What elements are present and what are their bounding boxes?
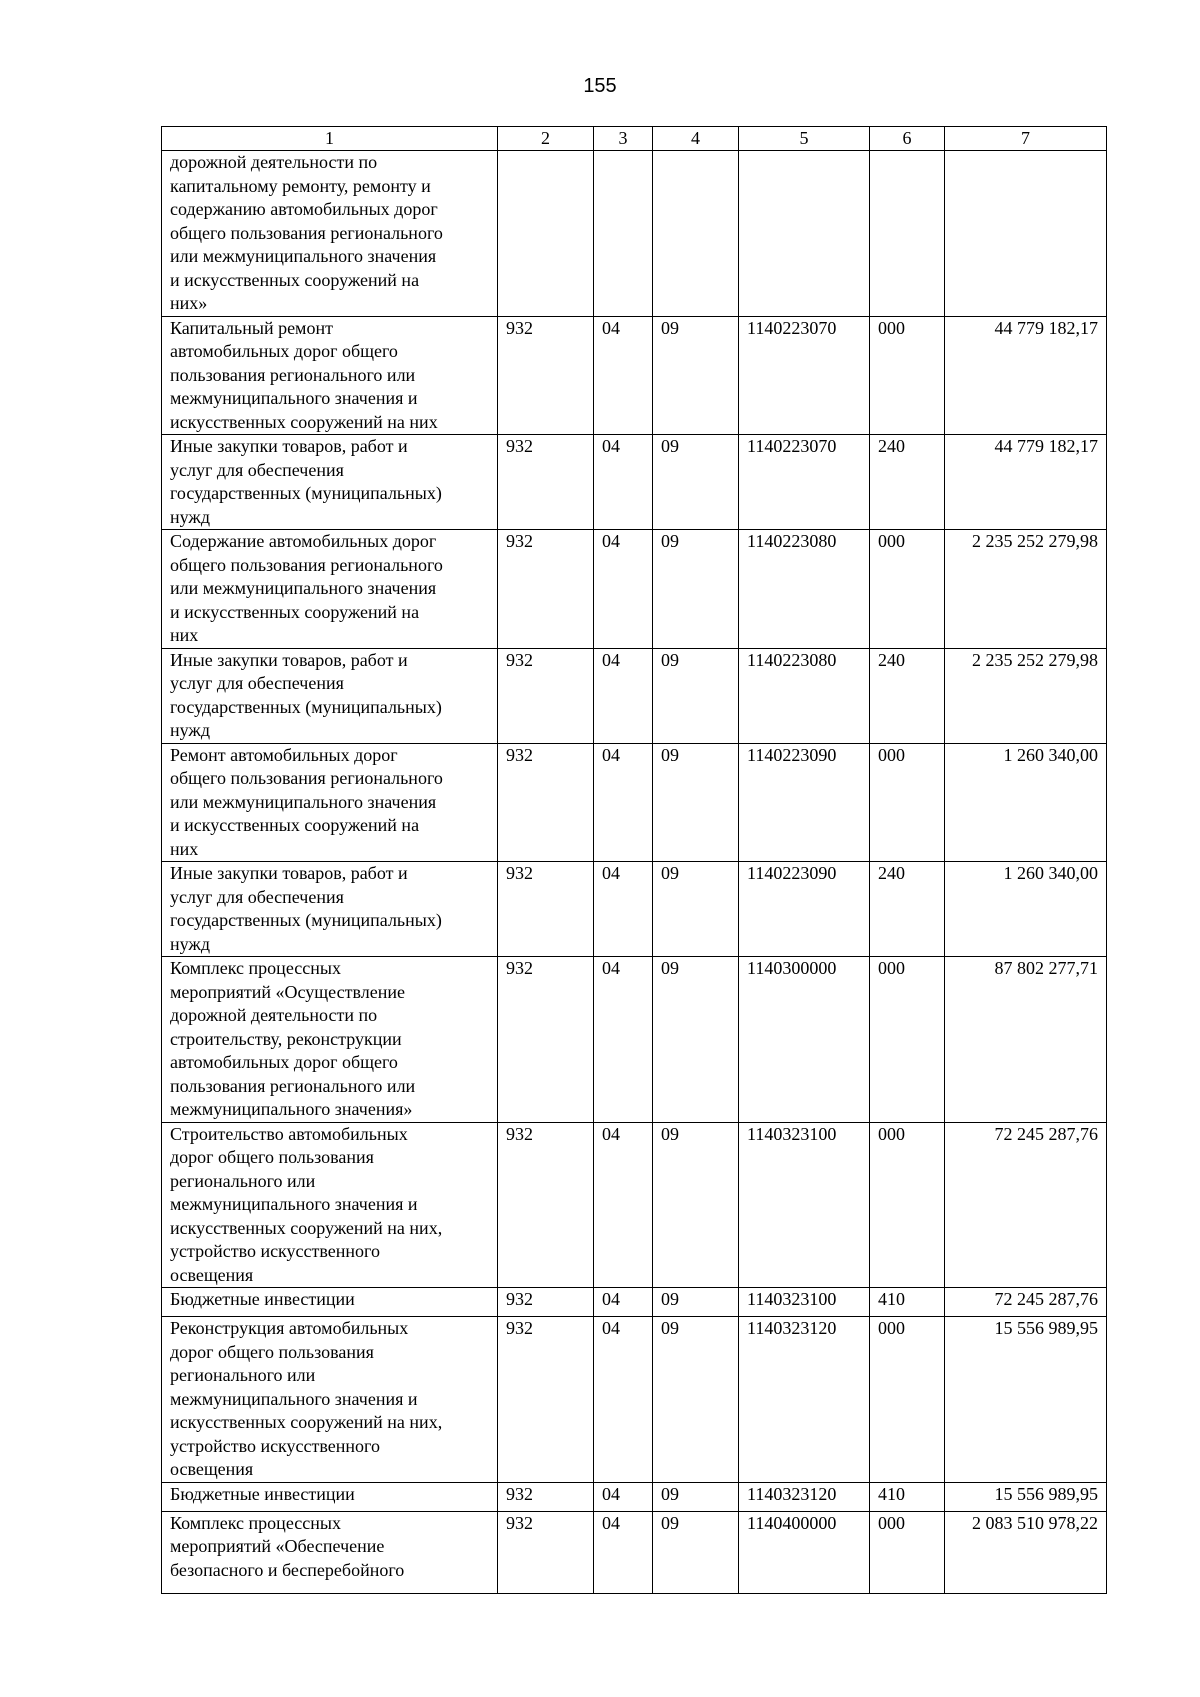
cell-target-article-code: 1140223080 xyxy=(739,648,870,743)
cell-expense-type-code: 000 xyxy=(870,1511,945,1593)
cell-item-name xyxy=(162,1317,498,1483)
cell-section-code: 04 xyxy=(594,1122,653,1288)
table-row xyxy=(162,151,1107,317)
cell-expense-type-code: 000 xyxy=(870,1317,945,1483)
cell-department-code: 932 xyxy=(498,1122,594,1288)
cell-item-name xyxy=(162,1511,498,1593)
cell-expense-type-code: 000 xyxy=(870,530,945,649)
cell-amount: 44 779 182,17 xyxy=(945,316,1107,435)
cell-amount: 1 260 340,00 xyxy=(945,862,1107,957)
cell-section-code: 04 xyxy=(594,957,653,1123)
item-name-line: пользования регионального или xyxy=(170,364,416,385)
item-name-line: услуг для обеспечения xyxy=(170,459,344,480)
item-name-line: Капитальный ремонт xyxy=(170,317,333,338)
cell-amount: 2 235 252 279,98 xyxy=(945,648,1107,743)
item-name-line: Ремонт автомобильных дорог xyxy=(170,744,398,765)
item-name-line: нужд xyxy=(170,933,210,954)
cell-department-code: 932 xyxy=(498,862,594,957)
item-name-line: мероприятий «Обеспечение xyxy=(170,1536,385,1556)
item-name-line: услуг для обеспечения xyxy=(170,886,344,907)
item-name-line: автомобильных дорог общего xyxy=(170,1052,398,1072)
item-name-line: государственных (муниципальных) xyxy=(170,696,442,717)
item-name-line: автомобильных дорог общего xyxy=(170,341,398,361)
table-row xyxy=(162,862,1107,957)
cell-expense-type-code: 240 xyxy=(870,435,945,530)
cell-item-name xyxy=(162,648,498,743)
item-name-line: содержанию автомобильных дорог xyxy=(170,199,438,219)
table-row xyxy=(162,743,1107,862)
table-body xyxy=(162,151,1107,1594)
item-name-line: пользования регионального или xyxy=(170,1075,416,1096)
table-row xyxy=(162,530,1107,649)
item-name-line: Иные закупки товаров, работ и xyxy=(170,863,408,883)
cell-department-code: 932 xyxy=(498,1482,594,1511)
cell-target-article-code: 1140223090 xyxy=(739,862,870,957)
cell-department-code: 932 xyxy=(498,316,594,435)
item-name-line: услуг для обеспечения xyxy=(170,673,344,693)
cell-amount: 1 260 340,00 xyxy=(945,743,1107,862)
item-name-line: устройство искусственного xyxy=(170,1435,380,1456)
cell-item-name xyxy=(162,1122,498,1288)
item-name-line: и искусственных сооружений на xyxy=(170,601,420,622)
table-row xyxy=(162,1317,1107,1483)
cell-amount: 2 235 252 279,98 xyxy=(945,530,1107,649)
cell-subsection-code: 09 xyxy=(653,316,739,435)
cell-expense-type-code: 000 xyxy=(870,743,945,862)
cell-subsection-code: 09 xyxy=(653,1317,739,1483)
item-name-line: дорожной деятельности по xyxy=(170,1005,378,1025)
table-row xyxy=(162,1482,1107,1511)
cell-target-article-code xyxy=(739,151,870,317)
item-name-line: межмуниципального значения и xyxy=(170,388,418,408)
table-row xyxy=(162,316,1107,435)
item-name-line: межмуниципального значения и xyxy=(170,1194,418,1214)
cell-item-name xyxy=(162,316,498,435)
item-name-line: межмуниципального значения и xyxy=(170,1388,418,1409)
cell-department-code: 932 xyxy=(498,957,594,1123)
item-name-line: дорог общего пользования xyxy=(170,1341,374,1362)
item-name-line: Строительство автомобильных xyxy=(170,1123,408,1144)
cell-subsection-code xyxy=(653,151,739,317)
cell-item-name xyxy=(162,151,498,317)
table-row xyxy=(162,1288,1107,1317)
cell-expense-type-code: 000 xyxy=(870,316,945,435)
cell-item-name xyxy=(162,1288,498,1317)
item-name-line: Комплекс процессных xyxy=(170,1512,341,1533)
cell-section-code xyxy=(594,151,653,317)
item-name-line: Комплекс процессных xyxy=(170,958,341,978)
item-name-line: Бюджетные инвестиции xyxy=(170,1483,355,1504)
cell-amount: 72 245 287,76 xyxy=(945,1288,1107,1317)
cell-subsection-code: 09 xyxy=(653,1122,739,1288)
cell-amount xyxy=(945,151,1107,317)
item-name-line: безопасного и бесперебойного xyxy=(170,1559,405,1580)
cell-section-code: 04 xyxy=(594,1317,653,1483)
cell-target-article-code: 1140223090 xyxy=(739,743,870,862)
item-name-line: общего пользования регионального xyxy=(170,768,443,788)
item-name-line: освещения xyxy=(170,1264,254,1285)
cell-target-article-code: 1140223070 xyxy=(739,316,870,435)
cell-item-name xyxy=(162,743,498,862)
header-col-1: 1 xyxy=(162,127,498,151)
cell-department-code: 932 xyxy=(498,1288,594,1317)
item-name-line: государственных (муниципальных) xyxy=(170,910,442,930)
cell-expense-type-code: 000 xyxy=(870,957,945,1123)
table-row xyxy=(162,957,1107,1123)
item-name-line: нужд xyxy=(170,720,210,740)
cell-department-code: 932 xyxy=(498,743,594,862)
cell-target-article-code: 1140400000 xyxy=(739,1511,870,1593)
item-name-line: регионального или xyxy=(170,1170,316,1191)
item-name-line: искусственных сооружений на них xyxy=(170,411,438,432)
cell-section-code: 04 xyxy=(594,435,653,530)
table-row xyxy=(162,1122,1107,1288)
cell-department-code xyxy=(498,151,594,317)
cell-subsection-code: 09 xyxy=(653,1482,739,1511)
header-col-2: 2 xyxy=(498,127,594,151)
cell-expense-type-code: 410 xyxy=(870,1482,945,1511)
item-name-line: или межмуниципального значения xyxy=(170,791,437,812)
cell-department-code: 932 xyxy=(498,435,594,530)
item-name-line: них xyxy=(170,838,199,859)
cell-section-code: 04 xyxy=(594,316,653,435)
item-name-line: регионального или xyxy=(170,1365,316,1385)
item-name-line: строительству, реконструкции xyxy=(170,1028,402,1049)
item-name-line: общего пользования регионального xyxy=(170,554,443,575)
item-name-line: искусственных сооружений на них, xyxy=(170,1412,443,1432)
cell-department-code: 932 xyxy=(498,1317,594,1483)
cell-target-article-code: 1140323120 xyxy=(739,1482,870,1511)
item-name-line: них xyxy=(170,625,199,645)
cell-amount: 15 556 989,95 xyxy=(945,1482,1107,1511)
item-name-line: искусственных сооружений на них, xyxy=(170,1217,443,1238)
cell-section-code: 04 xyxy=(594,648,653,743)
item-name-line: Реконструкция автомобильных xyxy=(170,1318,409,1338)
cell-subsection-code: 09 xyxy=(653,530,739,649)
item-name-line: них» xyxy=(170,293,208,313)
cell-department-code: 932 xyxy=(498,648,594,743)
item-name-line: или межмуниципального значения xyxy=(170,578,437,598)
cell-target-article-code: 1140323120 xyxy=(739,1317,870,1483)
table-row xyxy=(162,435,1107,530)
header-col-5: 5 xyxy=(739,127,870,151)
header-col-6: 6 xyxy=(870,127,945,151)
cell-section-code: 04 xyxy=(594,1511,653,1593)
cell-section-code: 04 xyxy=(594,530,653,649)
cell-expense-type-code: 410 xyxy=(870,1288,945,1317)
item-name-line: дорожной деятельности по xyxy=(170,152,378,172)
item-name-line: или межмуниципального значения xyxy=(170,246,437,266)
cell-item-name xyxy=(162,530,498,649)
header-col-3: 3 xyxy=(594,127,653,151)
cell-subsection-code: 09 xyxy=(653,957,739,1123)
cell-department-code: 932 xyxy=(498,1511,594,1593)
cell-item-name xyxy=(162,1482,498,1511)
item-name-line: мероприятий «Осуществление xyxy=(170,981,405,1002)
cell-amount: 44 779 182,17 xyxy=(945,435,1107,530)
cell-target-article-code: 1140223070 xyxy=(739,435,870,530)
header-col-7: 7 xyxy=(945,127,1107,151)
cell-expense-type-code: 240 xyxy=(870,862,945,957)
item-name-line: капитальному ремонту, ремонту и xyxy=(170,175,431,196)
item-name-line: и искусственных сооружений на xyxy=(170,815,420,835)
item-name-line: дорог общего пользования xyxy=(170,1147,374,1167)
item-name-line: общего пользования регионального xyxy=(170,222,443,243)
cell-subsection-code: 09 xyxy=(653,648,739,743)
cell-subsection-code: 09 xyxy=(653,862,739,957)
cell-section-code: 04 xyxy=(594,1482,653,1511)
cell-item-name xyxy=(162,957,498,1123)
page-number: 155 xyxy=(583,75,617,97)
cell-subsection-code: 09 xyxy=(653,1288,739,1317)
cell-department-code: 932 xyxy=(498,530,594,649)
table-row xyxy=(162,1511,1107,1593)
item-name-line: межмуниципального значения» xyxy=(170,1099,413,1119)
cell-subsection-code: 09 xyxy=(653,435,739,530)
item-name-line: Содержание автомобильных дорог xyxy=(170,531,437,551)
item-name-line: нужд xyxy=(170,506,210,527)
cell-item-name xyxy=(162,435,498,530)
header-col-4: 4 xyxy=(653,127,739,151)
cell-target-article-code: 1140323100 xyxy=(739,1288,870,1317)
item-name-line: устройство искусственного xyxy=(170,1241,380,1261)
table-row xyxy=(162,648,1107,743)
cell-amount: 72 245 287,76 xyxy=(945,1122,1107,1288)
item-name-line: освещения xyxy=(170,1459,254,1479)
cell-expense-type-code xyxy=(870,151,945,317)
cell-expense-type-code: 240 xyxy=(870,648,945,743)
budget-table xyxy=(161,126,1107,1594)
cell-target-article-code: 1140323100 xyxy=(739,1122,870,1288)
item-name-line: и искусственных сооружений на xyxy=(170,269,420,290)
cell-target-article-code: 1140223080 xyxy=(739,530,870,649)
cell-section-code: 04 xyxy=(594,862,653,957)
cell-item-name xyxy=(162,862,498,957)
table-header-row xyxy=(162,127,1107,151)
cell-section-code: 04 xyxy=(594,1288,653,1317)
cell-amount: 15 556 989,95 xyxy=(945,1317,1107,1483)
item-name-line: Иные закупки товаров, работ и xyxy=(170,436,408,456)
cell-section-code: 04 xyxy=(594,743,653,862)
cell-expense-type-code: 000 xyxy=(870,1122,945,1288)
cell-amount: 87 802 277,71 xyxy=(945,957,1107,1123)
item-name-line: Бюджетные инвестиции xyxy=(170,1289,355,1309)
cell-subsection-code: 09 xyxy=(653,743,739,862)
cell-subsection-code: 09 xyxy=(653,1511,739,1593)
cell-target-article-code: 1140300000 xyxy=(739,957,870,1123)
item-name-line: государственных (муниципальных) xyxy=(170,483,442,503)
item-name-line: Иные закупки товаров, работ и xyxy=(170,649,408,670)
cell-amount: 2 083 510 978,22 xyxy=(945,1511,1107,1593)
